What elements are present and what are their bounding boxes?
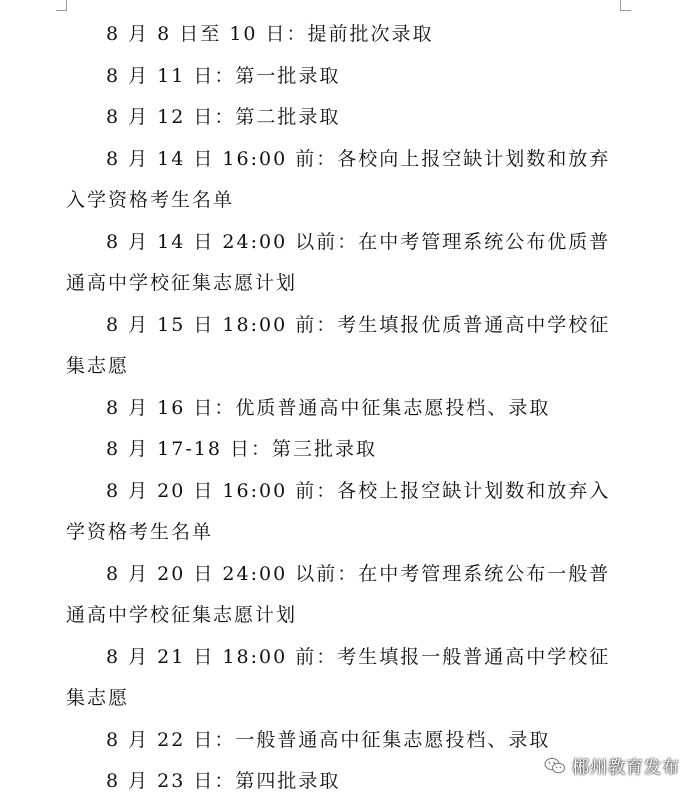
schedule-item: 8 月 11 日：第一批录取	[106, 64, 341, 87]
schedule-item: 8 月 14 日 24:00 以前：在中考管理系统公布优质普通高中学校征集志愿计划	[66, 230, 611, 294]
schedule-item: 8 月 8 日至 10 日：提前批次录取	[106, 23, 434, 45]
schedule-item: 8 月 20 日 16:00 前：各校上报空缺计划数和放弃入学资格考生名单	[66, 479, 611, 543]
schedule-item: 8 月 21 日 18:00 前：考生填报一般普通高中学校征集志愿	[66, 645, 611, 709]
schedule-item: 8 月 23 日：第四批录取	[106, 770, 341, 792]
schedule-item: 8 月 22 日：一般普通高中征集志愿投档、录取	[106, 728, 551, 751]
schedule-item: 8 月 12 日：第二批录取	[106, 106, 341, 128]
wechat-icon	[544, 757, 566, 775]
watermark	[544, 753, 680, 778]
schedule-item: 8 月 17-18 日：第三批录取	[106, 438, 377, 460]
schedule-item: 8 月 20 日 24:00 以前：在中考管理系统公布一般普通高中学校征集志愿计划	[66, 562, 611, 626]
page-corner-mark-right	[620, 0, 631, 11]
schedule-item: 8 月 15 日 18:00 前：考生填报优质普通高中学校征集志愿	[66, 313, 611, 377]
schedule-item: 8 月 14 日 16:00 前：各校向上报空缺计划数和放弃入学资格考生名单	[66, 147, 611, 211]
schedule-item: 8 月 16 日：优质普通高中征集志愿投档、录取	[106, 396, 551, 419]
document-body	[66, 14, 622, 803]
watermark-text: 郴州教育发布	[572, 758, 680, 778]
page-corner-mark-left	[56, 0, 67, 11]
